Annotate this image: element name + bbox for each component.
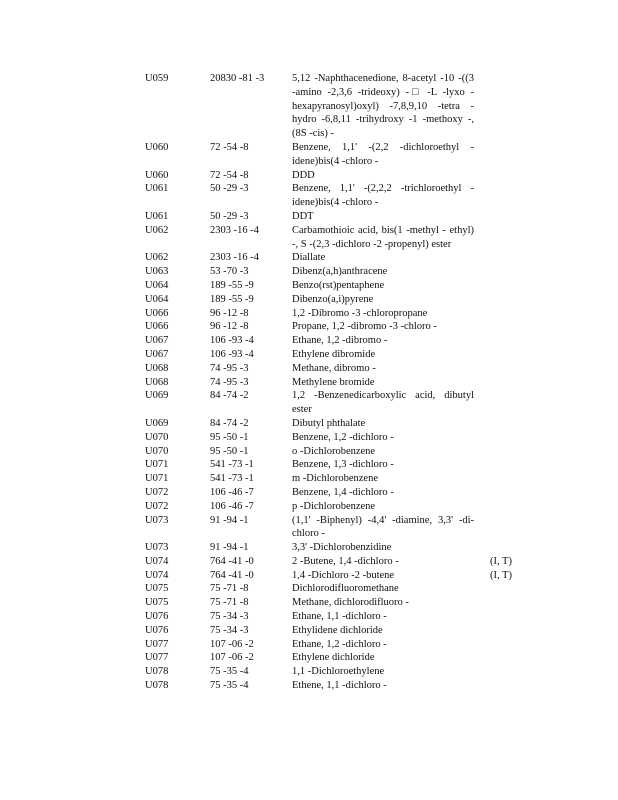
waste-code: U073 [145, 514, 169, 526]
table-row [0, 389, 618, 417]
cas-number: 106 -93 -4 [210, 335, 254, 347]
waste-code: U060 [145, 141, 169, 153]
cas-number: 20830 -81 -3 [210, 73, 265, 84]
table-row [0, 362, 618, 376]
table-row [0, 307, 618, 321]
table-row [0, 514, 618, 542]
substance-name: Benzene, 1,1' -(2,2 -dichloroethyl - idene)bis(4 -chloro - [292, 141, 474, 167]
cas-number: 75 -71 -8 [210, 597, 249, 609]
substance-name: Ethylidene dichloride [292, 624, 383, 636]
waste-code: U074 [145, 569, 169, 581]
table-row [0, 251, 618, 265]
cas-number: 106 -46 -7 [210, 500, 254, 512]
waste-code: U075 [145, 583, 169, 595]
cas-number: 75 -71 -8 [210, 583, 249, 595]
waste-code: U074 [145, 555, 169, 567]
cas-number: 74 -95 -3 [210, 376, 249, 388]
substance-name: Carbamothioic acid, bis(1 -methyl - ethyl) -, S -(2,3 -dichloro -2 -propenyl) ester [292, 224, 474, 250]
waste-code: U075 [145, 597, 169, 609]
waste-code: U064 [145, 293, 169, 305]
substance-name: Benzene, 1,2 -dichloro - [292, 431, 394, 443]
waste-code: U072 [145, 486, 169, 498]
cas-number: 75 -34 -3 [210, 611, 249, 623]
table-row [0, 348, 618, 362]
table-row [0, 445, 618, 459]
substance-name: Benzo(rst)pentaphene [292, 279, 385, 291]
substance-name: 5,12 -Naphthacenedione, 8-acetyl -10 -((3 -amino -2,3,6 -trideoxy) -□ -L -lyxo -hexapyranosyl)oxyl) -7,8,9,10 -tetra - hydro -6,8,11 -trihydroxy -1 -methoxy -, (8S -cis) - [292, 73, 474, 140]
substance-name: (1,1' -Biphenyl) -4,4' -diamine, 3,3' -di- chloro - [292, 514, 474, 540]
cas-number: 764 -41 -0 [210, 555, 254, 567]
cas-number: 50 -29 -3 [210, 183, 249, 195]
substance-name: Ethylene dichloride [292, 652, 375, 664]
table-row [0, 555, 618, 569]
waste-code: U070 [145, 445, 169, 457]
waste-code: U061 [145, 210, 169, 222]
table-row [0, 665, 618, 679]
table-row [0, 624, 618, 638]
table-row [0, 210, 618, 224]
cas-number: 72 -54 -8 [210, 169, 249, 181]
substance-name: Benzene, 1,1' -(2,2,2 -trichloroethyl - idene)bis(4 -chloro - [292, 183, 474, 209]
waste-code: U066 [145, 321, 169, 333]
waste-code: U070 [145, 431, 169, 443]
table-row [0, 610, 618, 624]
hazard-code: (I, T) [490, 569, 512, 581]
table-row [0, 417, 618, 431]
cas-number: 189 -55 -9 [210, 293, 254, 305]
waste-code: U067 [145, 348, 169, 360]
table-row [0, 265, 618, 279]
substance-name: 1,1 -Dichloroethylene [292, 666, 385, 678]
waste-code: U069 [145, 417, 169, 429]
table-row [0, 582, 618, 596]
waste-code: U073 [145, 542, 169, 554]
waste-code: U078 [145, 666, 169, 678]
waste-code: U071 [145, 459, 169, 471]
substance-name: m -Dichlorobenzene [292, 473, 379, 485]
table-row [0, 224, 618, 252]
table-row [0, 72, 618, 141]
substance-name: 1,4 -Dichloro -2 -butene [292, 569, 395, 581]
cas-number: 107 -06 -2 [210, 638, 254, 650]
waste-code: U069 [145, 390, 169, 402]
waste-code: U059 [145, 73, 169, 84]
table-row [0, 541, 618, 555]
table-row [0, 596, 618, 610]
cas-number: 107 -06 -2 [210, 652, 254, 664]
table-row [0, 293, 618, 307]
hazardous-waste-table [0, 72, 618, 693]
substance-name: Ethene, 1,1 -dichloro - [292, 680, 387, 692]
waste-code: U077 [145, 652, 169, 664]
cas-number: 84 -74 -2 [210, 417, 249, 429]
substance-name: Dichlorodifluoromethane [292, 583, 399, 595]
substance-name: Propane, 1,2 -dibromo -3 -chloro - [292, 321, 437, 333]
table-row [0, 431, 618, 445]
table-row [0, 141, 618, 169]
substance-name: Ethane, 1,2 -dibromo - [292, 335, 388, 347]
substance-name: 2 -Butene, 1,4 -dichloro - [292, 555, 399, 567]
waste-code: U062 [145, 224, 169, 236]
cas-number: 53 -70 -3 [210, 266, 249, 278]
cas-number: 75 -35 -4 [210, 666, 249, 678]
substance-name: Dibutyl phthalate [292, 417, 366, 429]
cas-number: 96 -12 -8 [210, 307, 249, 319]
waste-code: U064 [145, 279, 169, 291]
cas-number: 96 -12 -8 [210, 321, 249, 333]
table-row [0, 569, 618, 583]
table-row [0, 472, 618, 486]
waste-code: U072 [145, 500, 169, 512]
waste-code: U061 [145, 183, 169, 195]
substance-name: 3,3' -Dichlorobenzidine [292, 542, 392, 554]
substance-name: Dibenzo(a,i)pyrene [292, 293, 374, 305]
substance-name: Methane, dibromo - [292, 362, 376, 374]
cas-number: 84 -74 -2 [210, 390, 249, 402]
cas-number: 74 -95 -3 [210, 362, 249, 374]
cas-number: 541 -73 -1 [210, 473, 254, 485]
waste-code: U076 [145, 624, 169, 636]
waste-code: U060 [145, 169, 169, 181]
table-row [0, 458, 618, 472]
table-row [0, 500, 618, 514]
cas-number: 95 -50 -1 [210, 445, 249, 457]
substance-name: Benzene, 1,3 -dichloro - [292, 459, 394, 471]
cas-number: 189 -55 -9 [210, 279, 254, 291]
substance-name: 1,2 -Benzenedicarboxylic acid, dibutyl ester [292, 390, 474, 416]
substance-name: Diallate [292, 252, 326, 264]
substance-name: Ethane, 1,2 -dichloro - [292, 638, 387, 650]
substance-name: Ethylene dibromide [292, 348, 376, 360]
cas-number: 106 -93 -4 [210, 348, 254, 360]
cas-number: 50 -29 -3 [210, 210, 249, 222]
table-row [0, 334, 618, 348]
table-row [0, 169, 618, 183]
table-row [0, 651, 618, 665]
substance-name: DDT [292, 210, 314, 222]
cas-number: 2303 -16 -4 [210, 224, 259, 236]
table-row [0, 182, 618, 210]
waste-code: U062 [145, 252, 169, 264]
substance-name: DDD [292, 169, 315, 181]
hazard-code: (I, T) [490, 555, 512, 567]
substance-name: 1,2 -Dibromo -3 -chloropropane [292, 307, 428, 319]
waste-code: U071 [145, 473, 169, 485]
cas-number: 72 -54 -8 [210, 141, 249, 153]
cas-number: 541 -73 -1 [210, 459, 254, 471]
table-row [0, 376, 618, 390]
cas-number: 91 -94 -1 [210, 542, 249, 554]
waste-code: U066 [145, 307, 169, 319]
substance-name: p -Dichlorobenzene [292, 500, 376, 512]
waste-code: U078 [145, 680, 169, 692]
substance-name: o -Dichlorobenzene [292, 445, 376, 457]
cas-number: 91 -94 -1 [210, 514, 249, 526]
substance-name: Methylene bromide [292, 376, 375, 388]
waste-code: U068 [145, 376, 169, 388]
cas-number: 764 -41 -0 [210, 569, 254, 581]
waste-code: U063 [145, 266, 169, 278]
waste-code: U076 [145, 611, 169, 623]
table-row [0, 320, 618, 334]
waste-code: U068 [145, 362, 169, 374]
table-row [0, 638, 618, 652]
substance-name: Methane, dichlorodifluoro - [292, 597, 409, 609]
cas-number: 95 -50 -1 [210, 431, 249, 443]
table-row [0, 679, 618, 693]
waste-code: U077 [145, 638, 169, 650]
table-row [0, 279, 618, 293]
cas-number: 75 -34 -3 [210, 624, 249, 636]
substance-name: Benzene, 1,4 -dichloro - [292, 486, 394, 498]
table-row [0, 486, 618, 500]
substance-name: Ethane, 1,1 -dichloro - [292, 611, 387, 623]
cas-number: 106 -46 -7 [210, 486, 254, 498]
cas-number: 2303 -16 -4 [210, 252, 259, 264]
waste-code: U067 [145, 335, 169, 347]
substance-name: Dibenz(a,h)anthracene [292, 266, 388, 278]
cas-number: 75 -35 -4 [210, 680, 249, 692]
